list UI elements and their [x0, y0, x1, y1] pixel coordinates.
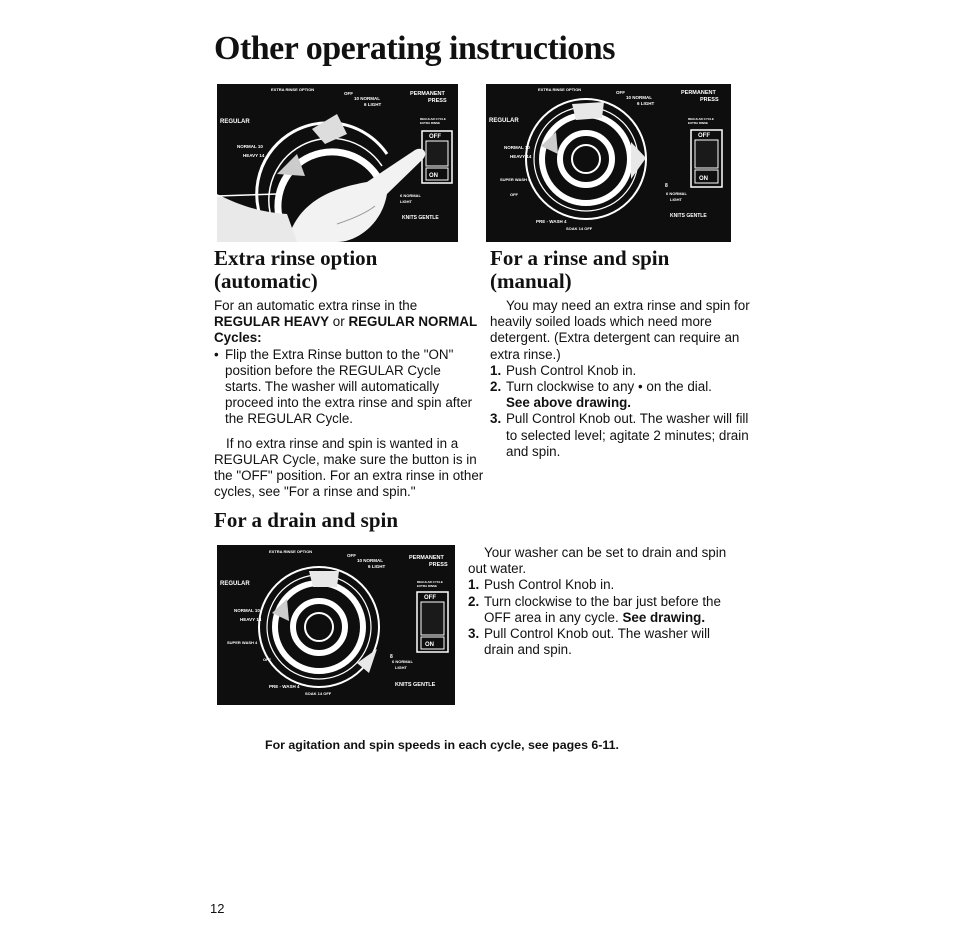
- svg-text:6 NORMAL: 6 NORMAL: [392, 659, 413, 664]
- svg-text:EXTRA RINSE OPTION: EXTRA RINSE OPTION: [269, 549, 313, 554]
- list-item: 2. Turn clockwise to any • on the dial. See above drawing.: [490, 379, 712, 411]
- rinse-spin-text: [490, 298, 752, 460]
- svg-text:NORMAL 10: NORMAL 10: [237, 144, 263, 149]
- svg-text:6 LIGHT: 6 LIGHT: [368, 564, 386, 569]
- svg-text:REGULAR: REGULAR: [220, 581, 250, 587]
- svg-text:OFF: OFF: [698, 133, 710, 139]
- svg-text:PRESS: PRESS: [428, 98, 447, 104]
- control-panel-diagram-rinse-spin: [486, 84, 731, 242]
- footnote: For agitation and spin speeds in each cycle, see pages 6-11.: [265, 738, 619, 752]
- svg-text:REGULAR: REGULAR: [489, 118, 519, 124]
- svg-text:EXTRA RINSE: EXTRA RINSE: [417, 584, 438, 588]
- list-item: 1. Push Control Knob in.: [490, 362, 637, 378]
- svg-text:PRESS: PRESS: [700, 97, 719, 103]
- control-panel-diagram-drain-spin: [217, 545, 455, 705]
- svg-text:PERMANENT: PERMANENT: [409, 555, 444, 561]
- svg-text:6 NORMAL: 6 NORMAL: [666, 191, 687, 196]
- svg-text:OFF: OFF: [429, 134, 441, 140]
- svg-text:EXTRA RINSE: EXTRA RINSE: [420, 121, 441, 125]
- svg-text:PRESS: PRESS: [429, 562, 448, 568]
- list-item: 2. Turn clockwise to the bar just before the OFF area in any cycle. See drawing.: [468, 593, 721, 625]
- svg-text:HEAVY 14: HEAVY 14: [510, 154, 532, 159]
- svg-text:PERMANENT: PERMANENT: [681, 90, 716, 96]
- svg-text:REGULAR CYCLE: REGULAR CYCLE: [417, 580, 443, 584]
- svg-text:ON: ON: [699, 176, 708, 182]
- extra-rinse-note: If no extra rinse and spin is wanted in a REGULAR Cycle, make sure the button is in the "OFF" position. For an extra rinse in other cycles, see "For a rinse and spin.": [214, 435, 484, 500]
- svg-text:ON: ON: [429, 173, 438, 179]
- svg-text:PRE - WASH 4: PRE - WASH 4: [269, 684, 300, 689]
- svg-text:10 NORMAL: 10 NORMAL: [357, 558, 384, 563]
- drain-spin-intro: Your washer can be set to drain and spin out water.: [468, 545, 727, 577]
- page-number: 12: [210, 901, 225, 916]
- svg-text:KNITS GENTLE: KNITS GENTLE: [395, 682, 436, 688]
- svg-text:PERMANENT: PERMANENT: [410, 91, 445, 97]
- extra-rinse-text: [214, 298, 489, 500]
- svg-text:10 NORMAL: 10 NORMAL: [354, 96, 381, 101]
- rinse-spin-steps: [490, 363, 752, 460]
- section-heading-extra-rinse: Extra rinse option (automatic): [214, 246, 378, 293]
- svg-text:SUPER WASH 4: SUPER WASH 4: [227, 640, 258, 645]
- svg-text:ON: ON: [425, 642, 434, 648]
- svg-text:LIGHT: LIGHT: [395, 665, 407, 670]
- svg-text:6 LIGHT: 6 LIGHT: [364, 102, 382, 107]
- svg-text:REGULAR: REGULAR: [220, 119, 250, 125]
- svg-text:6 NORMAL: 6 NORMAL: [400, 193, 421, 198]
- control-panel-photo-extra-rinse: [217, 84, 458, 242]
- svg-text:8: 8: [390, 654, 393, 660]
- control-panel-illustration: [217, 545, 455, 705]
- list-item: 3. Pull Control Knob out. The washer will fill to selected level; agitate 2 minutes; drain and spin.: [490, 411, 749, 459]
- svg-text:KNITS GENTLE: KNITS GENTLE: [402, 215, 439, 221]
- drain-spin-steps: [468, 577, 730, 658]
- svg-text:8: 8: [665, 183, 668, 189]
- svg-text:OFF: OFF: [263, 657, 271, 662]
- control-panel-illustration: [217, 84, 458, 242]
- svg-text:HEAVY 14: HEAVY 14: [243, 153, 265, 158]
- list-item: 3. Pull Control Knob out. The washer will drain and spin.: [468, 626, 711, 658]
- svg-text:6 LIGHT: 6 LIGHT: [637, 101, 655, 106]
- svg-text:SOAK 14 OFF: SOAK 14 OFF: [305, 691, 332, 696]
- svg-text:OFF: OFF: [424, 595, 436, 601]
- svg-text:HEAVY 14: HEAVY 14: [240, 617, 262, 622]
- svg-text:OFF: OFF: [616, 90, 625, 95]
- svg-text:LIGHT: LIGHT: [670, 197, 682, 202]
- svg-text:REGULAR CYCLE: REGULAR CYCLE: [688, 117, 714, 121]
- svg-text:SOAK 14 OFF: SOAK 14 OFF: [566, 226, 593, 231]
- control-panel-illustration: [486, 84, 731, 242]
- svg-text:EXTRA RINSE OPTION: EXTRA RINSE OPTION: [271, 87, 315, 92]
- svg-text:NORMAL 10: NORMAL 10: [504, 145, 530, 150]
- svg-text:EXTRA RINSE OPTION: EXTRA RINSE OPTION: [538, 87, 582, 92]
- svg-text:OFF: OFF: [510, 192, 518, 197]
- extra-rinse-intro: For an automatic extra rinse in the REGULAR HEAVY or REGULAR NORMAL Cycles:: [214, 298, 478, 346]
- svg-text:PRE - WASH 4: PRE - WASH 4: [536, 219, 567, 224]
- rinse-spin-intro: You may need an extra rinse and spin for heavily soiled loads which need more detergent. (Extra detergent can require an extra rinse.): [490, 298, 750, 362]
- svg-text:OFF: OFF: [344, 91, 353, 96]
- svg-text:10 NORMAL: 10 NORMAL: [626, 95, 653, 100]
- svg-text:OFF: OFF: [347, 553, 356, 558]
- svg-text:SUPER WASH 4: SUPER WASH 4: [500, 177, 531, 182]
- section-heading-drain-spin: For a drain and spin: [214, 508, 399, 532]
- list-item: 1. Push Control Knob in.: [468, 577, 615, 593]
- svg-text:NORMAL 10: NORMAL 10: [234, 608, 260, 613]
- svg-text:KNITS GENTLE: KNITS GENTLE: [670, 213, 707, 219]
- drain-spin-text: [468, 545, 730, 658]
- svg-text:EXTRA RINSE: EXTRA RINSE: [688, 121, 709, 125]
- extra-rinse-bullet: • Flip the Extra Rinse button to the "ON" position before the REGULAR Cycle starts. The washer will automatically proceed into the extra rinse and spin after the REGULAR Cycle.: [214, 346, 473, 427]
- svg-text:REGULAR CYCLE: REGULAR CYCLE: [420, 117, 446, 121]
- page-title: Other operating instructions: [214, 30, 615, 67]
- section-heading-rinse-spin: For a rinse and spin (manual): [490, 246, 670, 293]
- svg-text:LIGHT: LIGHT: [400, 199, 412, 204]
